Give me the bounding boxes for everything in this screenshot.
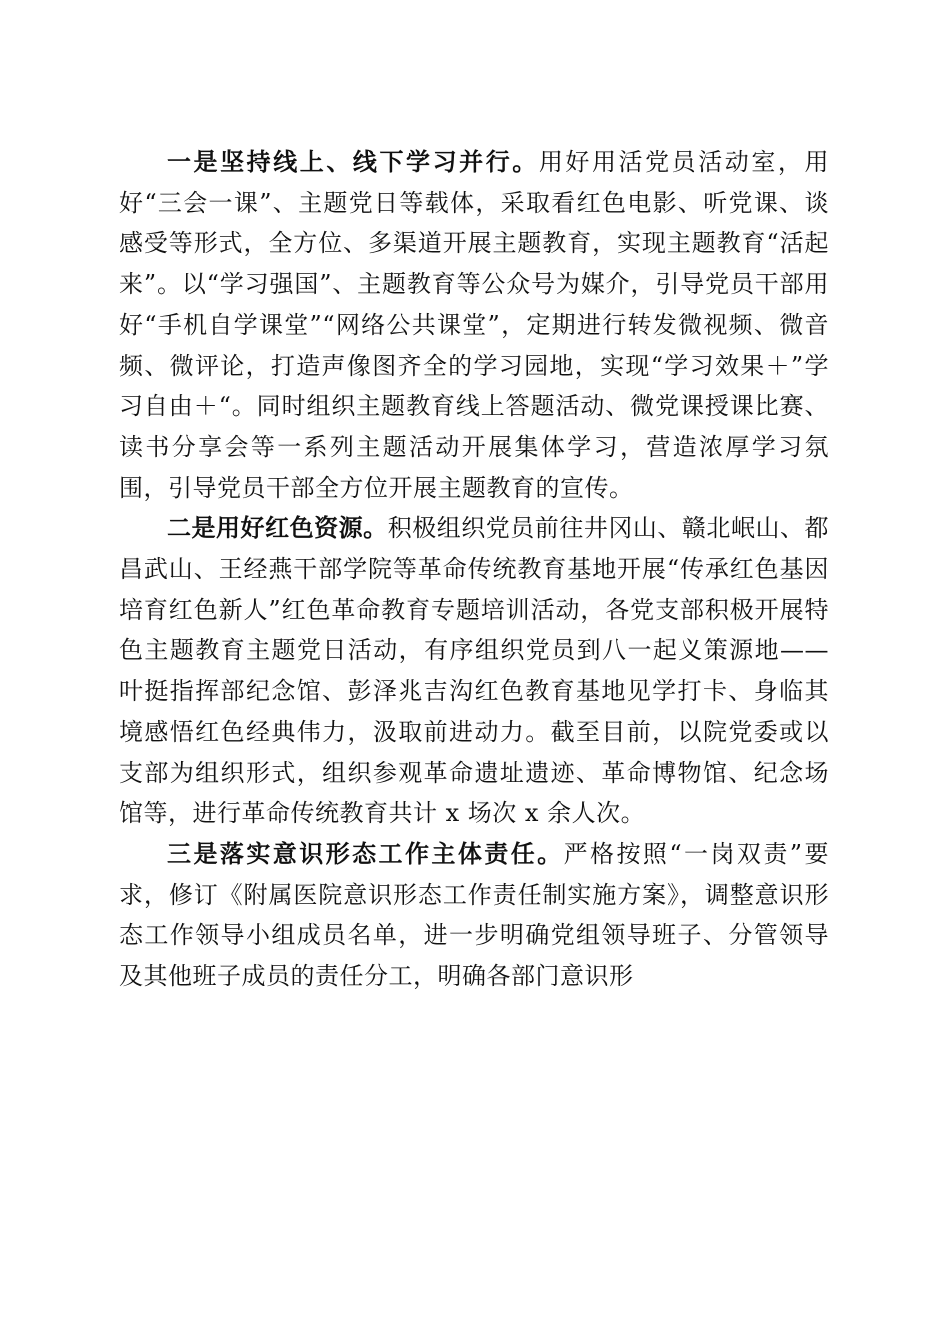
paragraph-text: 严格按照“一岗双责”要求，修订《附属医院意识形态工作责任制实施方案》，调整意识形态工作领导小组成员名单，进一步明确党组领导班子、分管领导及其他班子成员的责任分工，明确各部门意识形 bbox=[119, 839, 829, 991]
paragraph-ideology-responsibility bbox=[119, 834, 829, 997]
document-body bbox=[119, 142, 829, 997]
paragraph-lead: 一是坚持线上、线下学习并行。 bbox=[167, 147, 539, 176]
paragraph-red-resources bbox=[119, 508, 829, 834]
paragraph-lead: 三是落实意识形态工作主体责任。 bbox=[167, 838, 564, 868]
paragraph-text: 积极组织党员前往井冈山、赣北岷山、都昌武山、王经燕干部学院等革命传统教育基地开展“传承红色基因培育红色新人”红色革命教育专题培训活动，各党支部积极开展特色主题教育主题党日活动，有序组织党员到八一起义策源地——叶挺指挥部纪念馆、彭泽兆吉沟红色教育基地见学打卡、身临其境感悟红色经典伟力，汲取前进动力。截至目前，以院党委或以支部为组织形式，组织参观革命遗址遗迹、革命博物馆、纪念场馆等，进行革命传统教育共计 x 场次 x 余人次。 bbox=[119, 514, 830, 828]
paragraph-online-offline-study bbox=[119, 142, 829, 508]
paragraph-lead: 二是用好红色资源。 bbox=[167, 513, 388, 543]
paragraph-text: 用好用活党员活动室，用好“三会一课”、主题党日等载体，采取看红色电影、听党课、谈感受等形式，全方位、多渠道开展主题教育，实现主题教育“活起来”。以“学习强国”、主题教育等公众号为媒介，引导党员干部用好“手机自学课堂”“网络公共课堂”，定期进行转发微视频、微音频、微评论，打造声像图齐全的学习园地，实现“学习效果＋”学习自由＋“。同时组织主题教育线上答题活动、微党课授课比赛、读书分享会等一系列主题活动开展集体学习，营造浓厚学习氛围，引导党员干部全方位开展主题教育的宣传。 bbox=[119, 148, 829, 502]
